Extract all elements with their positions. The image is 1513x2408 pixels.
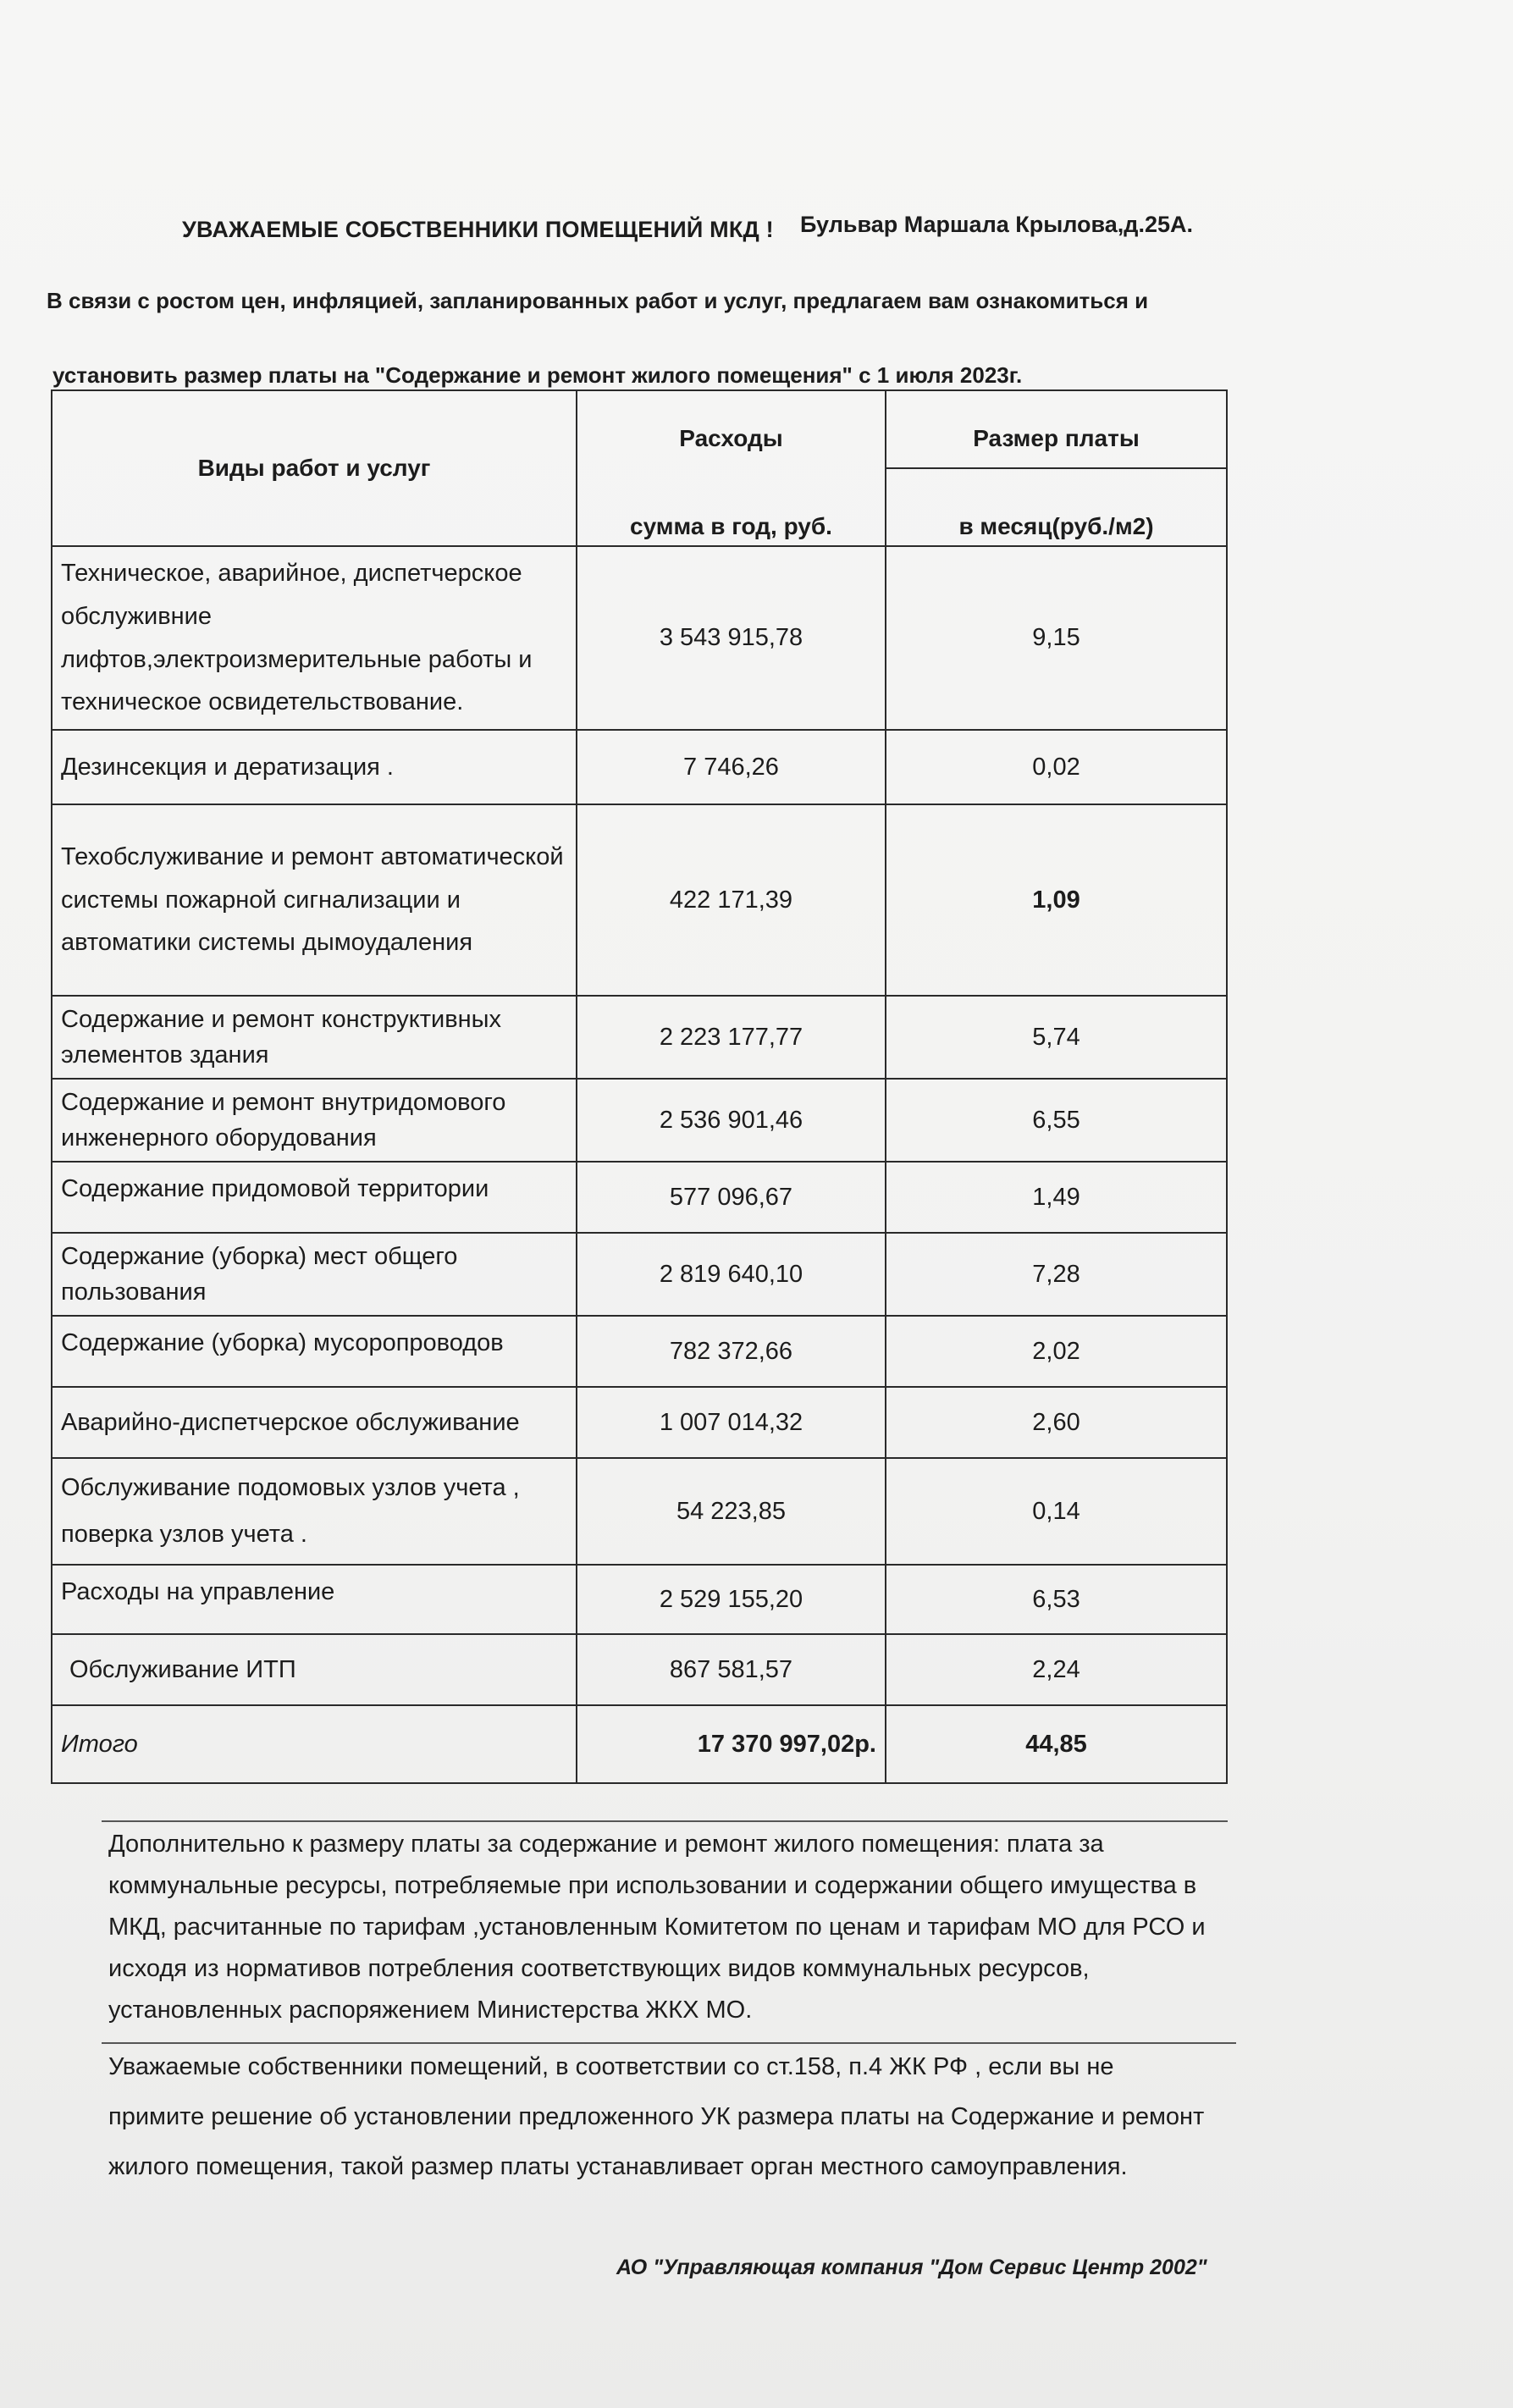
monthly-rate: 9,15 xyxy=(886,546,1227,730)
monthly-rate: 2,60 xyxy=(886,1387,1227,1458)
table-row xyxy=(52,1387,1227,1458)
annual-amount: 577 096,67 xyxy=(577,1162,886,1233)
annual-amount: 3 543 915,78 xyxy=(577,546,886,730)
annual-amount: 1 007 014,32 xyxy=(577,1387,886,1458)
tariff-table xyxy=(51,389,1228,1784)
table-row xyxy=(52,1162,1227,1233)
header-expenses: Расходы xyxy=(577,390,886,468)
service-name: Техническое, аварийное, диспетчерское обслуживние лифтов,электроизмерительные работы и техническое освидетельствование. xyxy=(52,546,577,730)
service-name: Обслуживание ИТП xyxy=(52,1634,577,1705)
monthly-rate: 1,09 xyxy=(886,804,1227,996)
annual-amount: 2 529 155,20 xyxy=(577,1565,886,1634)
table-row xyxy=(52,1233,1227,1316)
table-row xyxy=(52,1079,1227,1162)
header-services: Виды работ и услуг xyxy=(52,390,577,546)
service-name: Техобслуживание и ремонт автоматической системы пожарной сигнализации и автоматики системы дымоудаления xyxy=(52,804,577,996)
table-row xyxy=(52,996,1227,1079)
divider-line xyxy=(102,1820,1228,1822)
intro-text-line-2: установить размер платы на "Содержание и ремонт жилого помещения" с 1 июля 2023г. xyxy=(52,362,1023,388)
total-row xyxy=(52,1705,1227,1783)
service-name: Дезинсекция и дератизация . xyxy=(52,730,577,804)
service-name: Содержание и ремонт конструктивных элементов здания xyxy=(52,996,577,1079)
total-monthly: 44,85 xyxy=(886,1705,1227,1783)
header-expenses-sub: сумма в год, руб. xyxy=(577,468,886,546)
table-header-row xyxy=(52,390,1227,468)
annual-amount: 2 223 177,77 xyxy=(577,996,886,1079)
monthly-rate: 5,74 xyxy=(886,996,1227,1079)
table-row xyxy=(52,1565,1227,1634)
header-rate-sub: в месяц(руб./м2) xyxy=(886,468,1227,546)
monthly-rate: 2,24 xyxy=(886,1634,1227,1705)
monthly-rate: 0,02 xyxy=(886,730,1227,804)
additional-note: Дополнительно к размеру платы за содержание и ремонт жилого помещения: плата за коммунальные ресурсы, потребляемые при использовании и содержании общего имущества в МКД, расчитанные по тарифам ,установленным Комитетом по ценам и тарифам МО для РСО и исходя из нормативов потребления соответствующих видов коммунальных ресурсов, установленных распоряжением Министерства ЖКХ МО. xyxy=(108,1831,1206,2024)
monthly-rate: 2,02 xyxy=(886,1316,1227,1387)
monthly-rate: 6,55 xyxy=(886,1079,1227,1162)
annual-amount: 422 171,39 xyxy=(577,804,886,996)
service-name: Содержание придомовой территории xyxy=(52,1162,577,1233)
company-signature: АО "Управляющая компания "Дом Сервис Центр 2002" xyxy=(616,2256,1207,2279)
document-heading: УВАЖАЕМЫЕ СОБСТВЕННИКИ ПОМЕЩЕНИЙ МКД ! xyxy=(182,217,774,242)
table-row xyxy=(52,730,1227,804)
table-row xyxy=(52,804,1227,996)
annual-amount: 2 819 640,10 xyxy=(577,1233,886,1316)
table-row xyxy=(52,1458,1227,1565)
monthly-rate: 0,14 xyxy=(886,1458,1227,1565)
table-row xyxy=(52,1634,1227,1705)
annual-amount: 2 536 901,46 xyxy=(577,1079,886,1162)
annual-amount: 54 223,85 xyxy=(577,1458,886,1565)
monthly-rate: 1,49 xyxy=(886,1162,1227,1233)
service-name: Содержание (уборка) мусоропроводов xyxy=(52,1316,577,1387)
table-row xyxy=(52,1316,1227,1387)
total-annual: 17 370 997,02р. xyxy=(577,1705,886,1783)
intro-text-line-1: В связи с ростом цен, инфляцией, запланированных работ и услуг, предлагаем вам ознакомиться и xyxy=(47,288,1149,313)
monthly-rate: 7,28 xyxy=(886,1233,1227,1316)
annual-amount: 782 372,66 xyxy=(577,1316,886,1387)
service-name: Содержание и ремонт внутридомового инженерного оборудования xyxy=(52,1079,577,1162)
service-name: Расходы на управление xyxy=(52,1565,577,1634)
service-name: Содержание (уборка) мест общего пользования xyxy=(52,1233,577,1316)
monthly-rate: 6,53 xyxy=(886,1565,1227,1634)
service-name: Аварийно-диспетчерское обслуживание xyxy=(52,1387,577,1458)
header-rate: Размер платы xyxy=(886,390,1227,468)
annual-amount: 867 581,57 xyxy=(577,1634,886,1705)
building-address: Бульвар Маршала Крылова,д.25А. xyxy=(800,212,1193,237)
total-label: Итого xyxy=(52,1705,577,1783)
annual-amount: 7 746,26 xyxy=(577,730,886,804)
service-name: Обслуживание подомовых узлов учета , поверка узлов учета . xyxy=(52,1458,577,1565)
table-row xyxy=(52,546,1227,730)
owners-notice: Уважаемые собственники помещений, в соответствии со ст.158, п.4 ЖК РФ , если вы не примите решение об установлении предложенного УК размера платы на Содержание и ремонт жилого помещения, такой размер платы устанавливает орган местного самоуправления. xyxy=(108,2053,1205,2180)
